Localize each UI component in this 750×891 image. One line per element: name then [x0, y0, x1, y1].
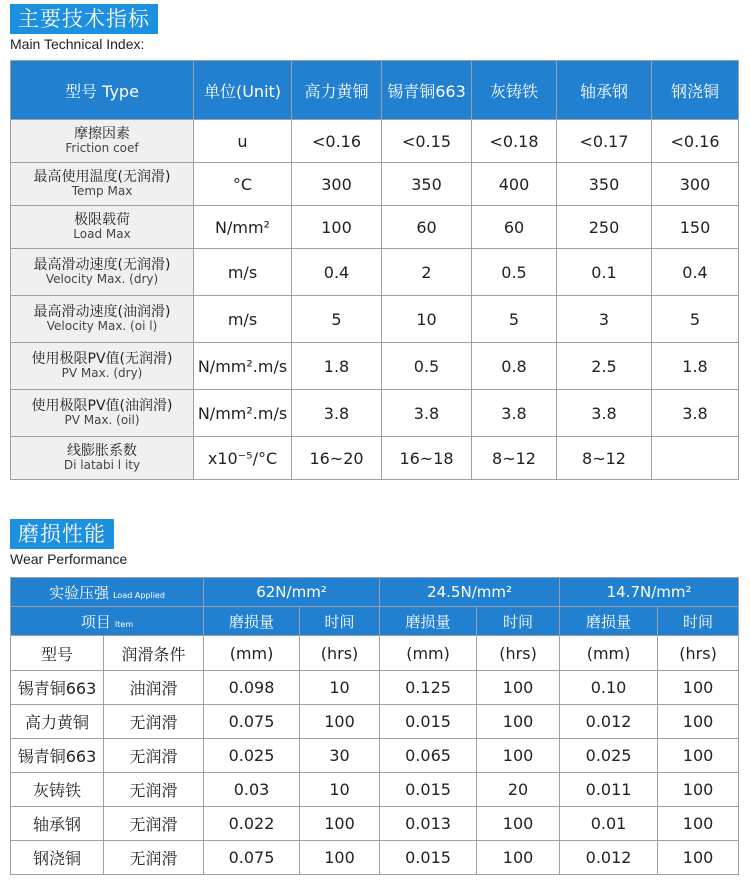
value-cell: 0.015	[380, 773, 477, 807]
material-cell: 轴承钢	[11, 807, 104, 841]
value-cell: 350	[557, 163, 652, 206]
table-row	[11, 343, 739, 390]
value-cell: 0.4	[292, 249, 382, 296]
table-row	[11, 773, 739, 807]
load-label: 实验压强	[49, 583, 110, 602]
material-cell: 锡青铜663	[11, 739, 104, 773]
row-label-cn: 线膨胀系数	[67, 442, 137, 459]
value-cell: 10	[300, 773, 380, 807]
row-label-en: Velocity Max. (oi l)	[46, 319, 158, 334]
value-cell: 0.012	[560, 841, 658, 875]
row-label-cell	[11, 249, 194, 296]
unit-row-cell: 润滑条件	[104, 636, 204, 671]
material-cell: 锡青铜663	[11, 671, 104, 705]
value-cell: 0.1	[557, 249, 652, 296]
row-label-cell	[11, 163, 194, 206]
value-cell: 5	[652, 296, 739, 343]
lubrication-cell: 无润滑	[104, 739, 204, 773]
item-label-en: Item	[114, 619, 134, 629]
unit-row	[11, 636, 739, 671]
load-label-cell	[11, 578, 204, 607]
table-row	[11, 671, 739, 705]
row-label-cn: 极限载荷	[74, 211, 130, 228]
unit-cell: N/mm².m/s	[194, 343, 292, 390]
value-cell: 100	[658, 841, 739, 875]
header-cell: 型号 Type	[11, 61, 194, 120]
value-cell: 10	[382, 296, 472, 343]
section-title-wear: 磨损性能	[10, 519, 114, 549]
row-label-en: PV Max. (dry)	[61, 366, 143, 381]
table-row	[11, 807, 739, 841]
value-cell: 2	[382, 249, 472, 296]
row-label-en: Temp Max	[71, 184, 133, 199]
material-cell: 灰铸铁	[11, 773, 104, 807]
wear-col-header: 磨损量	[204, 607, 300, 636]
value-cell: 100	[292, 206, 382, 249]
value-cell: 2.5	[557, 343, 652, 390]
unit-row-cell: (hrs)	[658, 636, 739, 671]
value-cell: 100	[300, 841, 380, 875]
item-label: 项目	[80, 612, 111, 631]
table-row	[11, 296, 739, 343]
value-cell: 16~20	[292, 437, 382, 480]
wear-col-header: 磨损量	[560, 607, 658, 636]
value-cell: 60	[382, 206, 472, 249]
wear-performance-table	[10, 577, 739, 875]
lubrication-cell: 无润滑	[104, 841, 204, 875]
value-cell: 0.015	[380, 705, 477, 739]
lubrication-cell: 无润滑	[104, 705, 204, 739]
value-cell: 100	[477, 671, 560, 705]
value-cell: 150	[652, 206, 739, 249]
value-cell: 0.025	[204, 739, 300, 773]
value-cell: 3.8	[652, 390, 739, 437]
value-cell: <0.18	[472, 120, 557, 163]
value-cell: 100	[477, 739, 560, 773]
table-row	[11, 163, 739, 206]
unit-row-cell: 型号	[11, 636, 104, 671]
value-cell: 400	[472, 163, 557, 206]
row-label-cn: 使用极限PV值(油润滑)	[31, 397, 173, 414]
unit-cell: u	[194, 120, 292, 163]
header-cell: 灰铸铁	[472, 61, 557, 120]
row-label-cell	[11, 296, 194, 343]
row-label-cell	[11, 437, 194, 480]
value-cell: 0.075	[204, 841, 300, 875]
value-cell: 0.013	[380, 807, 477, 841]
table-row	[11, 206, 739, 249]
value-cell: <0.16	[652, 120, 739, 163]
row-label-cn: 最高使用温度(无润滑)	[33, 168, 171, 185]
value-cell: 0.01	[560, 807, 658, 841]
value-cell: 16~18	[382, 437, 472, 480]
load-header-row	[11, 578, 739, 607]
item-header-row	[11, 607, 739, 636]
item-label-cell	[11, 607, 204, 636]
value-cell: 0.022	[204, 807, 300, 841]
value-cell: 10	[300, 671, 380, 705]
value-cell: 0.012	[560, 705, 658, 739]
table-row	[11, 120, 739, 163]
row-label-cell	[11, 206, 194, 249]
unit-cell: N/mm²	[194, 206, 292, 249]
section-subtitle-main-index: Main Technical Index:	[10, 36, 145, 52]
value-cell: 0.098	[204, 671, 300, 705]
row-label-cn: 摩擦因素	[74, 125, 130, 142]
value-cell: 100	[658, 807, 739, 841]
row-label-en: Load Max	[73, 227, 131, 242]
value-cell: <0.16	[292, 120, 382, 163]
header-cell: 钢浇铜	[652, 61, 739, 120]
unit-row-cell: (mm)	[380, 636, 477, 671]
section-subtitle-wear: Wear Performance	[10, 551, 128, 567]
unit-row-cell: (hrs)	[300, 636, 380, 671]
time-col-header: 时间	[477, 607, 560, 636]
table-row	[11, 841, 739, 875]
value-cell: 100	[300, 705, 380, 739]
row-label-en: Friction coef	[65, 141, 139, 156]
value-cell: 0.011	[560, 773, 658, 807]
table-row	[11, 739, 739, 773]
value-cell: 30	[300, 739, 380, 773]
value-cell: 0.5	[382, 343, 472, 390]
row-label-cell	[11, 343, 194, 390]
time-col-header: 时间	[658, 607, 739, 636]
value-cell: 3.8	[382, 390, 472, 437]
header-cell: 轴承钢	[557, 61, 652, 120]
unit-cell: °C	[194, 163, 292, 206]
value-cell: 300	[292, 163, 382, 206]
value-cell: <0.17	[557, 120, 652, 163]
unit-cell: N/mm².m/s	[194, 390, 292, 437]
value-cell: 1.8	[292, 343, 382, 390]
unit-row-cell: (mm)	[560, 636, 658, 671]
value-cell: 100	[658, 671, 739, 705]
value-cell: 100	[658, 739, 739, 773]
section-title-main-index: 主要技术指标	[10, 4, 158, 34]
row-label-en: Di latabi l ity	[63, 458, 141, 473]
value-cell: 0.065	[380, 739, 477, 773]
header-cell: 高力黄铜	[292, 61, 382, 120]
value-cell: 100	[477, 705, 560, 739]
unit-row-cell: (hrs)	[477, 636, 560, 671]
value-cell: 1.8	[652, 343, 739, 390]
value-cell: 0.10	[560, 671, 658, 705]
load-value-cell: 24.5N/mm²	[380, 578, 560, 607]
table-row	[11, 437, 739, 480]
wear-col-header: 磨损量	[380, 607, 477, 636]
table-row	[11, 705, 739, 739]
value-cell: 5	[292, 296, 382, 343]
value-cell: 3	[557, 296, 652, 343]
row-label-cn: 最高滑动速度(油润滑)	[33, 303, 171, 320]
value-cell: 20	[477, 773, 560, 807]
lubrication-cell: 无润滑	[104, 807, 204, 841]
header-cell: 锡青铜663	[382, 61, 472, 120]
value-cell: 350	[382, 163, 472, 206]
row-label-cell	[11, 390, 194, 437]
value-cell: 300	[652, 163, 739, 206]
row-label-cn: 最高滑动速度(无润滑)	[33, 256, 171, 273]
value-cell: 100	[477, 807, 560, 841]
value-cell: 5	[472, 296, 557, 343]
header-cell: 单位(Unit)	[194, 61, 292, 120]
row-label-en: PV Max. (oil)	[64, 413, 140, 428]
value-cell: 0.5	[472, 249, 557, 296]
value-cell: 100	[300, 807, 380, 841]
value-cell: 250	[557, 206, 652, 249]
row-label-cn: 使用极限PV值(无润滑)	[31, 350, 173, 367]
load-value-cell: 62N/mm²	[204, 578, 380, 607]
table-row	[11, 390, 739, 437]
value-cell: 0.03	[204, 773, 300, 807]
lubrication-cell: 无润滑	[104, 773, 204, 807]
value-cell: 0.125	[380, 671, 477, 705]
unit-cell: x10⁻⁵/°C	[194, 437, 292, 480]
technical-index-table	[10, 60, 739, 480]
value-cell: 100	[477, 841, 560, 875]
load-label-en: Load Applied	[113, 590, 165, 600]
unit-cell: m/s	[194, 296, 292, 343]
value-cell: 0.4	[652, 249, 739, 296]
time-col-header: 时间	[300, 607, 380, 636]
value-cell: 60	[472, 206, 557, 249]
value-cell: 100	[658, 705, 739, 739]
value-cell: 3.8	[292, 390, 382, 437]
value-cell: 0.025	[560, 739, 658, 773]
value-cell: 3.8	[557, 390, 652, 437]
load-value-cell: 14.7N/mm²	[560, 578, 739, 607]
value-cell: 0.015	[380, 841, 477, 875]
table-row	[11, 249, 739, 296]
value-cell: 0.075	[204, 705, 300, 739]
value-cell: 8~12	[472, 437, 557, 480]
row-label-cell	[11, 120, 194, 163]
value-cell: 8~12	[557, 437, 652, 480]
material-cell: 钢浇铜	[11, 841, 104, 875]
value-cell: <0.15	[382, 120, 472, 163]
value-cell: 0.8	[472, 343, 557, 390]
value-cell: 3.8	[472, 390, 557, 437]
material-cell: 高力黄铜	[11, 705, 104, 739]
unit-cell: m/s	[194, 249, 292, 296]
value-cell	[652, 437, 739, 480]
lubrication-cell: 油润滑	[104, 671, 204, 705]
value-cell: 100	[658, 773, 739, 807]
table-header-row	[11, 61, 739, 120]
unit-row-cell: (mm)	[204, 636, 300, 671]
row-label-en: Velocity Max. (dry)	[45, 272, 159, 287]
